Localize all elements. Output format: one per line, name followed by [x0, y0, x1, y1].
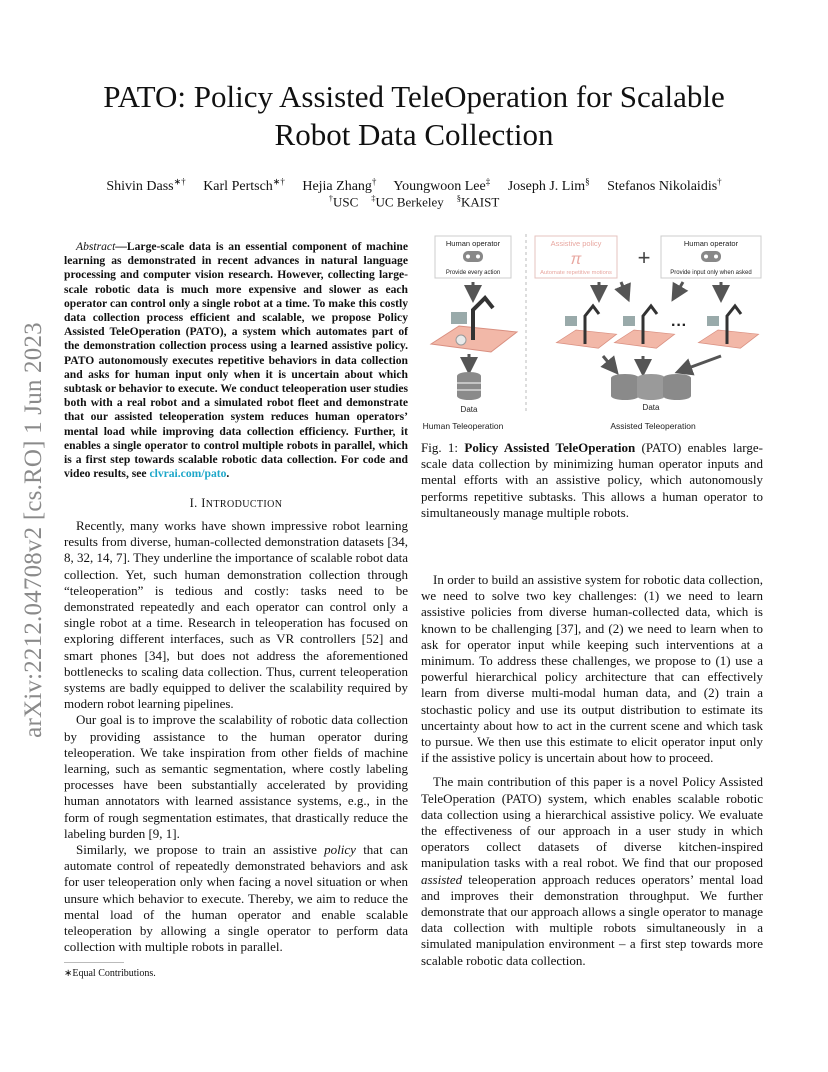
- arrow-icon: [683, 356, 721, 370]
- box-policy-sub: Automate repetitive motions: [540, 270, 612, 276]
- footnote: ∗Equal Contributions.: [64, 968, 156, 979]
- right-paragraph-1: In order to build an assistive system for robotic data collection, we need to solve two key challenges: (1) we need to learn assistive policies from diverse human-collected data, which is known to be challenging [37], and (2) we need to learn when to ask for operator input while keeping such interventions at a minimum. To address these challenges, we propose to (1) use a powerful hierarchical policy architecture that can effectively learn from diverse multi-modal human data, and (2) train a stochastic policy and use its output distribution to estimate its uncertainty about how to act in the current scene and which task to pursue. We then use this estimate to elicit operator input only if the assistive policy is uncertain about how to proceed.: [421, 572, 763, 766]
- author: Karl Pertsch∗†: [203, 176, 285, 194]
- data-label-right: Data: [642, 403, 660, 412]
- author: Shivin Dass∗†: [106, 176, 186, 194]
- robot-scene-right-2: [614, 306, 674, 348]
- gamepad-icon: [463, 251, 483, 262]
- database-icon: [457, 372, 481, 400]
- pi-symbol: π: [570, 251, 582, 268]
- ellipsis: ···: [671, 317, 687, 334]
- figure-1-diagram: [421, 232, 767, 437]
- footnote-divider: [64, 962, 124, 963]
- arxiv-identifier-text: arXiv:2212.04708v2 [cs.RO] 1 Jun 2023: [20, 322, 47, 738]
- box-human-sub: Provide every action: [445, 270, 501, 276]
- database-icon: [637, 374, 665, 400]
- intro-paragraph-3: Similarly, we propose to train an assistive policy that can automate control of repeatedly demonstrated behaviors and ask for user teleoperation only when facing a novel situation or when unsure which behavior to execute. Thereby, we aim to reduce the mental load of the human operator and enable scalable teleoperation by allowing a single operator to perform data collection with multiple robots in parallel.: [64, 842, 408, 955]
- affiliations: †USC ‡UC Berkeley §KAIST: [328, 193, 500, 210]
- author: Hejia Zhang†: [302, 176, 377, 194]
- box-policy-label: Assistive policy: [550, 239, 602, 248]
- abstract-text: —Large-scale data is an essential component of machine learning as demonstrated in recent advances in natural language processing and computer vision research. However, collecting large-scale robotic data is much more expensive and slower as each operator can control only a single robot at a time. To make this costly data collection process efficient and scalable, we propose Policy Assisted TeleOperation (PATO), a system which automates part of the demonstration collection process using a learned assistive policy. PATO autonomously executes repetitive behaviors in data collection and asks for human input only when it is uncertain about which subtask or behavior to execute. We conduct teleoperation user studies both with a real robot and a simulated robot fleet and demonstrate that our assisted teleoperation system reduces human operators’ mental load while improving data collection efficiency. Further, it enables a single operator to control multiple robots in parallel, which is a first step towards scalable robotic data collection. For code and video results, see: [64, 240, 408, 481]
- robot-scene-right-1: [556, 306, 616, 348]
- box-human2-label: Human operator: [683, 239, 739, 248]
- robot-scene-left: [431, 298, 517, 352]
- box-human-label: Human operator: [445, 239, 501, 248]
- arrow-icon: [603, 356, 613, 368]
- robot-scene-right-3: [698, 306, 758, 348]
- label-human-teleoperation: Human Teleoperation: [422, 421, 504, 431]
- figure-caption: Fig. 1: Policy Assisted TeleOperation (PATO) enables large-scale data collection by minimizing human operator inputs and mental efforts with an assistive policy, which autonomously performs repetitive subtasks. This allows a human operator to simultaneously manage multiple robots.: [421, 440, 764, 520]
- database-icon: [611, 374, 639, 400]
- intro-paragraph-1: Recently, many works have shown impressive robot learning results from diverse, human-collected demonstration datasets [34, 8, 32, 14, 7]. They underline the importance of scalable robot data collection. Yet, such human demonstration collection through “teleoperation” is tedious and costly: tasks need to be demonstrated repeatedly and each operator can control only a single robot at a time. Research in teleoperation has focused on exploring different interfaces, such as VR controllers [52] and smart phones [34], but does not address the aforementioned bottlenecks to scaling data collection. Thus, current teleoperation systems are badly equipped to deliver the scalability required by modern robot learning pipelines.: [64, 518, 408, 712]
- plus-sign: +: [637, 245, 651, 270]
- abstract: Abstract—Large-scale data is an essential component of machine learning as demonstrated in recent advances in natural language processing and computer vision research. However, collecting large-scale robotic data is much more expensive and slower as each operator can control only a single robot at a time. To make this costly data collection process efficient and scalable, we propose Policy Assisted TeleOperation (PATO), a system which automates part of the demonstration collection process using a learned assistive policy. PATO autonomously executes repetitive behaviors in data collection and asks for human input only when it is uncertain about which subtask or behavior to execute. We conduct teleoperation user studies both with a real robot and a simulated robot fleet and demonstrate that our assisted teleoperation system reduces human operators’ mental load while improving data collection efficiency. Further, it enables a single operator to control multiple robots in parallel, which is a first step towards scalable robotic data collection. For code and video results, see clvrai.com/pato.: [64, 240, 408, 481]
- introduction-body: [64, 518, 408, 955]
- author: Joseph J. Lim§: [507, 176, 590, 194]
- author: Stefanos Nikolaidis†: [607, 176, 722, 194]
- title-line-1: PATO: Policy Assisted TeleOperation for Scalable: [103, 79, 725, 114]
- title-line-2: Robot Data Collection: [274, 117, 554, 152]
- right-column-body: [421, 572, 763, 969]
- arrow-icon: [621, 282, 626, 294]
- database-icon: [663, 374, 691, 400]
- label-assisted-teleoperation: Assisted Teleoperation: [610, 421, 696, 431]
- arrow-icon: [676, 282, 683, 294]
- data-label-left: Data: [460, 405, 478, 414]
- paper-title: [40, 78, 788, 154]
- box-human2-sub: Provide input only when asked: [670, 270, 752, 276]
- author: Youngwoon Lee‡: [393, 176, 491, 194]
- section-heading-introduction: I. INTRODUCTION: [189, 496, 283, 510]
- intro-paragraph-2: Our goal is to improve the scalability of robotic data collection by providing assistance to the human operator during teleoperation. We take inspiration from other fields of machine learning, such as semantic segmentation, where costly labeling processes have been substantially accelerated by providing human annotators with learned assistance systems, e.g., in the form of rough segmentation estimates, that drastically reduce the labeling burden [9, 1].: [64, 712, 408, 841]
- gamepad-icon: [701, 251, 721, 262]
- arxiv-identifier: [14, 300, 54, 760]
- right-paragraph-2: The main contribution of this paper is a novel Policy Assisted TeleOperation (PATO) system, which enables scalable robotic data collection using a hierarchical assistive policy. We evaluate the effectiveness of our approach in a user study in which operators collect datasets of diverse kitchen-inspired manipulation tasks with a real robot. We find that our proposed assisted teleoperation approach reduces operators’ mental load and improves their demonstration throughput. We further demonstrate that our approach allows a single operator to manage data collection with multiple robots simultaneously in a simulated manipulation environment – a first step towards more scalable robotic data collection.: [421, 774, 763, 968]
- abstract-label: Abstract: [76, 240, 116, 253]
- project-link[interactable]: clvrai.com/pato: [149, 467, 227, 481]
- figure-1: [421, 232, 767, 437]
